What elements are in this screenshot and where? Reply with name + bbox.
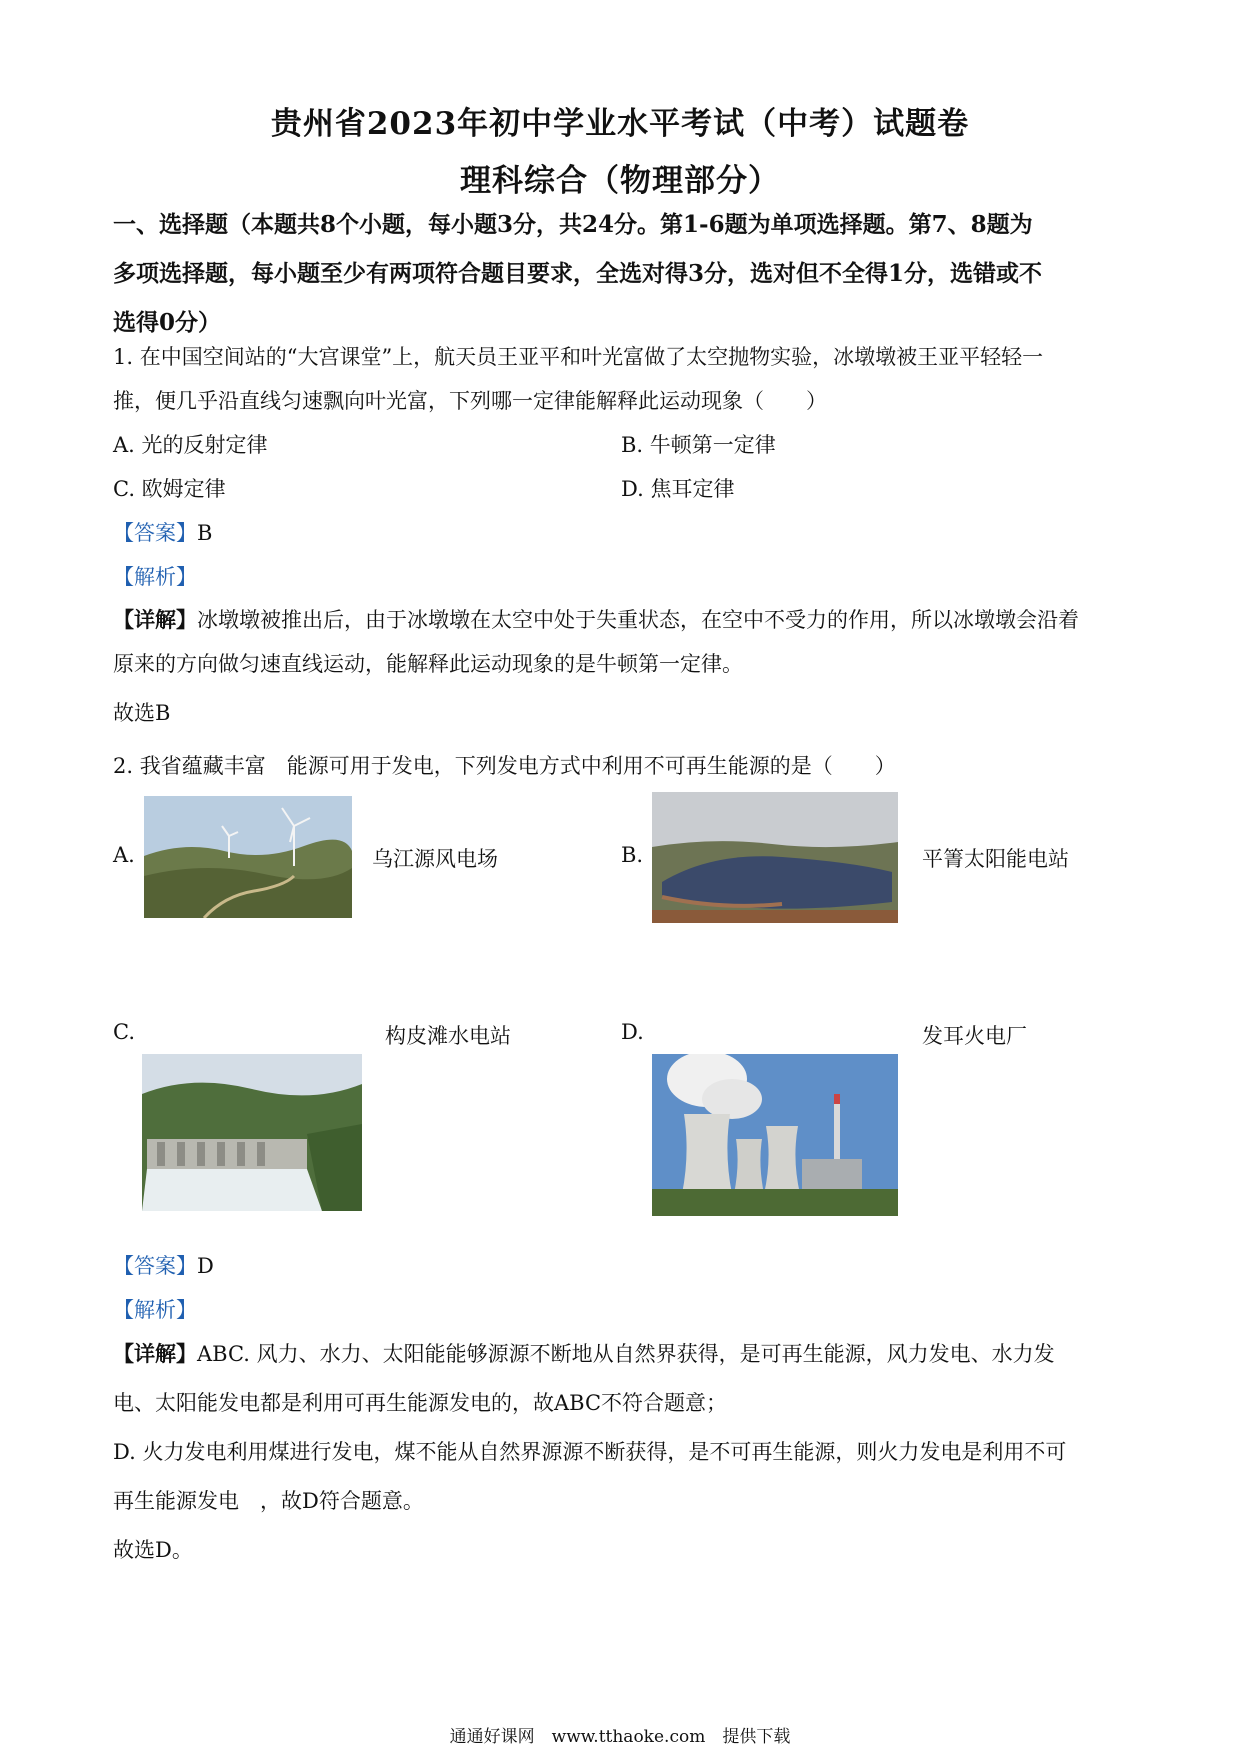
q2-option-b-label: 平箐太阳能电站 — [922, 847, 1069, 871]
q1-conclusion: 故选B — [113, 701, 171, 725]
q1-detail-line-2: 原来的方向做匀速直线运动，能解释此运动现象的是牛顿第一定律。 — [113, 652, 743, 676]
q2-option-c-label: 构皮滩水电站 — [385, 1024, 511, 1048]
q2-detail-line-1 — [113, 1338, 1055, 1368]
answer-value: D — [197, 1254, 214, 1278]
q2-option-d-label: 发耳火电厂 — [922, 1024, 1027, 1048]
q1-answer — [113, 517, 212, 547]
answer-tag: 【答案】 — [113, 521, 197, 545]
q2-detail-line-3: D. 火力发电利用煤进行发电，煤不能从自然界源源不断获得，是不可再生能源，则火力发电是利用不可 — [113, 1440, 1067, 1464]
wind-farm-photo — [144, 796, 352, 918]
hydropower-station-photo — [142, 1054, 362, 1211]
q1-detail-line-1 — [113, 604, 1079, 634]
thermal-power-plant-photo — [652, 1054, 898, 1216]
q1-option-d: D. 焦耳定律 — [621, 477, 735, 501]
q2-option-b-letter: B. — [621, 843, 644, 867]
solar-station-photo — [652, 792, 898, 923]
q2-detail-line-4: 再生能源发电 ，故D符合题意。 — [113, 1489, 424, 1513]
answer-value: B — [197, 521, 213, 545]
q1-option-c: C. 欧姆定律 — [113, 477, 226, 501]
section-heading — [113, 200, 1133, 347]
detail-text: 冰墩墩被推出后，由于冰墩墩在太空中处于失重状态，在空中不受力的作用，所以冰墩墩会沿着 — [197, 608, 1079, 632]
q2-stem: 2. 我省蕴藏丰富 能源可用于发电，下列发电方式中利用不可再生能源的是（ ） — [113, 754, 896, 778]
exam-subtitle: 理科综合（物理部分） — [460, 163, 780, 199]
section-heading-line: 多项选择题，每小题至少有两项符合题目要求，全选对得3分，选对但不全得1分，选错或不 — [113, 260, 1043, 287]
q2-detail-line-2: 电、太阳能发电都是利用可再生能源发电的，故ABC不符合题意； — [113, 1391, 728, 1415]
q2-option-a-label: 乌江源风电场 — [372, 847, 498, 871]
exam-title: 贵州省2023年初中学业水平考试（中考）试题卷 — [270, 106, 970, 142]
q1-analysis-tag: 【解析】 — [113, 565, 197, 589]
q2-option-a-letter: A. — [113, 843, 135, 867]
section-heading-line: 选得0分） — [113, 309, 222, 336]
q1-option-b: B. 牛顿第一定律 — [621, 433, 776, 457]
detail-text: ABC. 风力、水力、太阳能能够源源不断地从自然界获得，是可再生能源，风力发电、水力发 — [197, 1342, 1055, 1366]
detail-tag: 【详解】 — [113, 607, 197, 632]
detail-tag: 【详解】 — [113, 1341, 197, 1366]
q2-answer — [113, 1250, 214, 1280]
q1-stem-line-2: 推，便几乎沿直线匀速飘向叶光富，下列哪一定律能解释此运动现象（ ） — [113, 389, 827, 413]
q1-option-a: A. 光的反射定律 — [113, 433, 268, 457]
footer-watermark: 通通好课网 www.tthaoke.com 提供下载 — [449, 1727, 791, 1747]
answer-tag: 【答案】 — [113, 1254, 197, 1278]
q1-stem-line-1: 1. 在中国空间站的“大宫课堂”上，航天员王亚平和叶光富做了太空抛物实验，冰墩墩被王亚平轻轻一 — [113, 345, 1044, 369]
q2-option-c-letter: C. — [113, 1020, 135, 1044]
q2-analysis-tag: 【解析】 — [113, 1298, 197, 1322]
section-heading-line: 一、选择题（本题共8个小题，每小题3分，共24分。第1-6题为单项选择题。第7、8题为 — [113, 211, 1033, 238]
q2-conclusion: 故选D。 — [113, 1538, 193, 1562]
q2-option-d-letter: D. — [621, 1020, 644, 1044]
